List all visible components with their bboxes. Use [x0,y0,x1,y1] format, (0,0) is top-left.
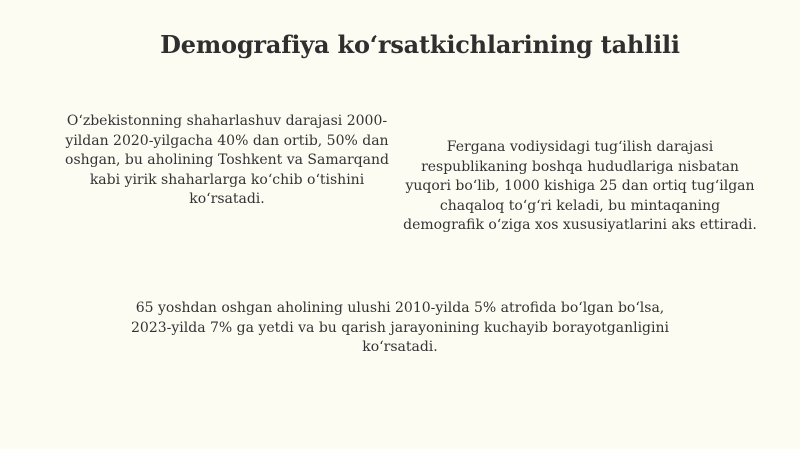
slide-title: Demografiya koʻrsatkichlarining tahlili [160,30,680,59]
text-block-urbanization: Oʻzbekistonning shaharlashuv darajasi 2000-yildan 2020-yilgacha 40% dan ortib, 50% dan oshgan, bu aholining Toshkent va Samarqand kabi yirik shaharlarga koʻchib oʻtishini koʻrsatadi. [65,113,389,207]
text-block-aging: 65 yoshdan oshgan aholining ulushi 2010-yilda 5% atrofida boʻlgan boʻlsa, 2023-yilda 7% ga yetdi va bu qarish jarayonining kuchayib borayotganligini koʻrsatadi. [131,300,669,355]
text-block-birth-rate: Fergana vodiysidagi tugʻilish darajasi respublikaning boshqa hududlariga nisbatan yuqori boʻlib, 1000 kishiga 25 dan ortiq tugʻilgan chaqaloq toʻgʻri keladi, bu mintaqaning demografik oʻziga xos xususiyatlarini aks ettiradi. [403,139,757,233]
